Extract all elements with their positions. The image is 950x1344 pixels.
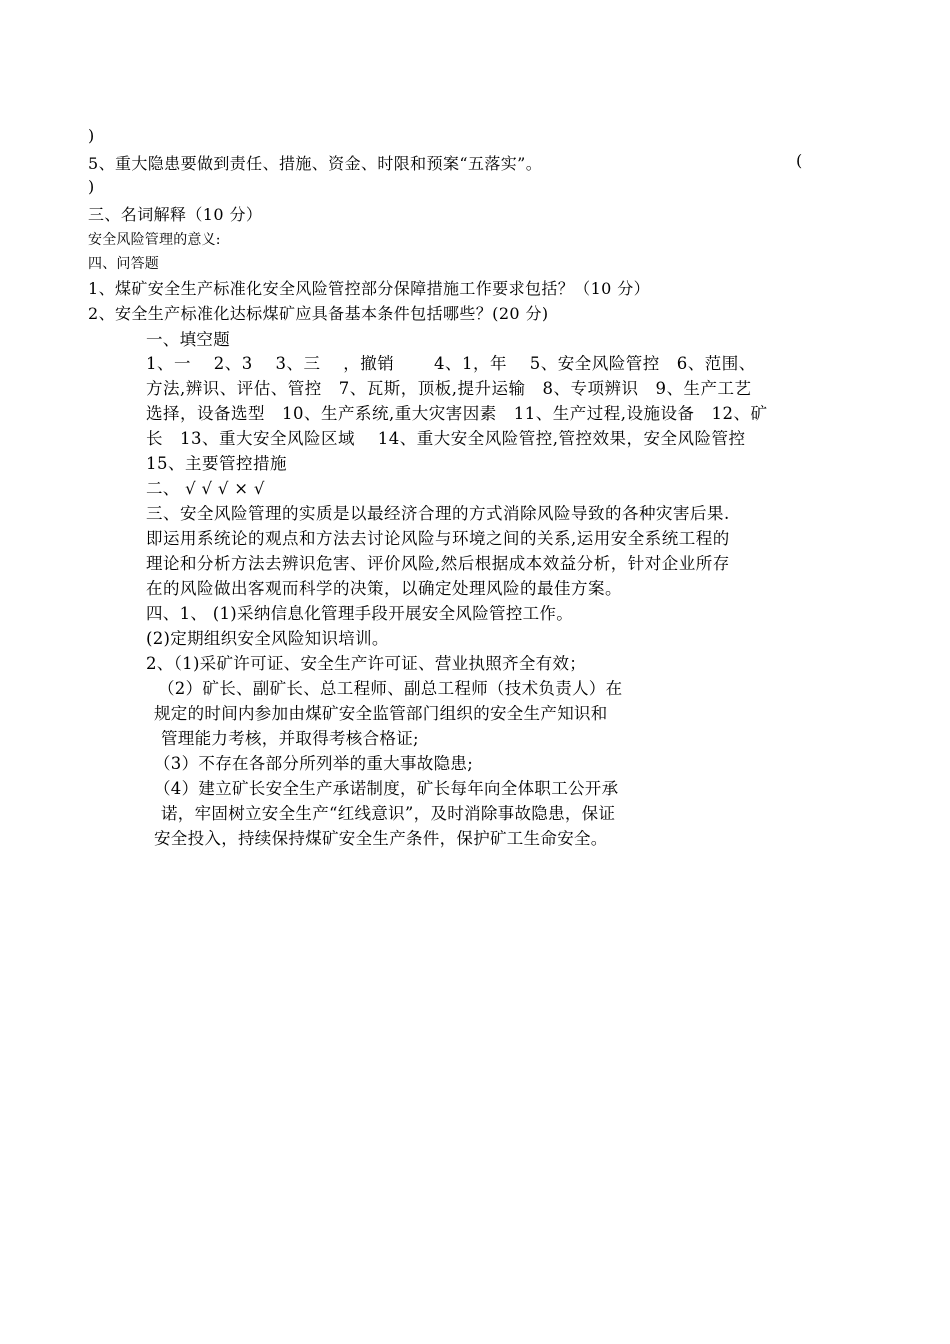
answer-explain-line: 理论和分析方法去辨识危害、评价风险,然后根据成本效益分析，针对企业所存	[146, 554, 730, 573]
paren-close: )	[88, 177, 95, 196]
answer-qa2-line: （2）矿长、副矿长、总工程师、副总工程师（技术负责人）在	[158, 679, 623, 698]
judge-question-5: 5、重大隐患要做到责任、措施、资金、时限和预案“五落实”。	[88, 154, 543, 173]
answer-fill-line: 15、主要管控措施	[146, 454, 287, 473]
section-heading-qa: 四、问答题	[88, 256, 159, 272]
answer-qa2-line: （4）建立矿长安全生产承诺制度，矿长每年向全体职工公开承	[154, 779, 619, 798]
answer-qa1-line: (2)定期组织安全风险知识培训。	[146, 629, 389, 648]
answer-fill-line: 长 13、重大安全风险区域 14、重大安全风险管控,管控效果，安全风险管控	[146, 429, 746, 448]
answer-judge-line: 二、 √ √ √ × √	[146, 479, 265, 498]
answer-qa2-line: 管理能力考核，并取得考核合格证;	[161, 729, 419, 748]
term-question: 安全风险管理的意义:	[88, 232, 221, 248]
answer-fill-heading: 一、填空题	[146, 330, 230, 349]
answer-fill-line: 1、一 2、3 3、三 ，撤销 4、1，年 5、安全风险管控 6、范围、	[146, 354, 756, 373]
answer-qa2-line: 规定的时间内参加由煤矿安全监管部门组织的安全生产知识和	[154, 704, 608, 723]
answer-fill-line: 方法,辨识、评估、管控 7、瓦斯，顶板,提升运输 8、专项辨识 9、生产工艺	[146, 379, 752, 398]
answer-qa2-line: 2、（1)采矿许可证、安全生产许可证、营业执照齐全有效；	[146, 654, 587, 673]
qa-question-1: 1、煤矿安全生产标准化安全风险管控部分保障措施工作要求包括？（10 分）	[88, 279, 651, 298]
answer-qa2-line: 安全投入，持续保持煤矿安全生产条件，保护矿工生命安全。	[154, 829, 608, 848]
answer-paren-open: (	[796, 151, 803, 170]
section-heading-terms: 三、名词解释（10 分）	[88, 205, 263, 224]
answer-fill-line: 选择，设备选型 10、生产系统,重大灾害因素 11、生产过程,设施设备 12、矿	[146, 404, 768, 423]
answer-qa2-line: 诺，牢固树立安全生产“红线意识”，及时消除事故隐患，保证	[161, 804, 616, 823]
qa-question-2: 2、安全生产标准化达标煤矿应具备基本条件包括哪些？(20 分)	[88, 304, 549, 323]
answer-explain-line: 在的风险做出客观而科学的决策，以确定处理风险的最佳方案。	[146, 579, 622, 598]
answer-explain-line: 三、安全风险管理的实质是以最经济合理的方式消除风险导致的各种灾害后果.	[146, 504, 730, 523]
answer-qa1-line: 四、1、 (1)采纳信息化管理手段开展安全风险管控工作。	[146, 604, 574, 623]
paren-close: )	[88, 126, 95, 145]
answer-qa2-line: （3）不存在各部分所列举的重大事故隐患;	[154, 754, 474, 773]
answer-explain-line: 即运用系统论的观点和方法去讨论风险与环境之间的关系,运用安全系统工程的	[146, 529, 730, 548]
